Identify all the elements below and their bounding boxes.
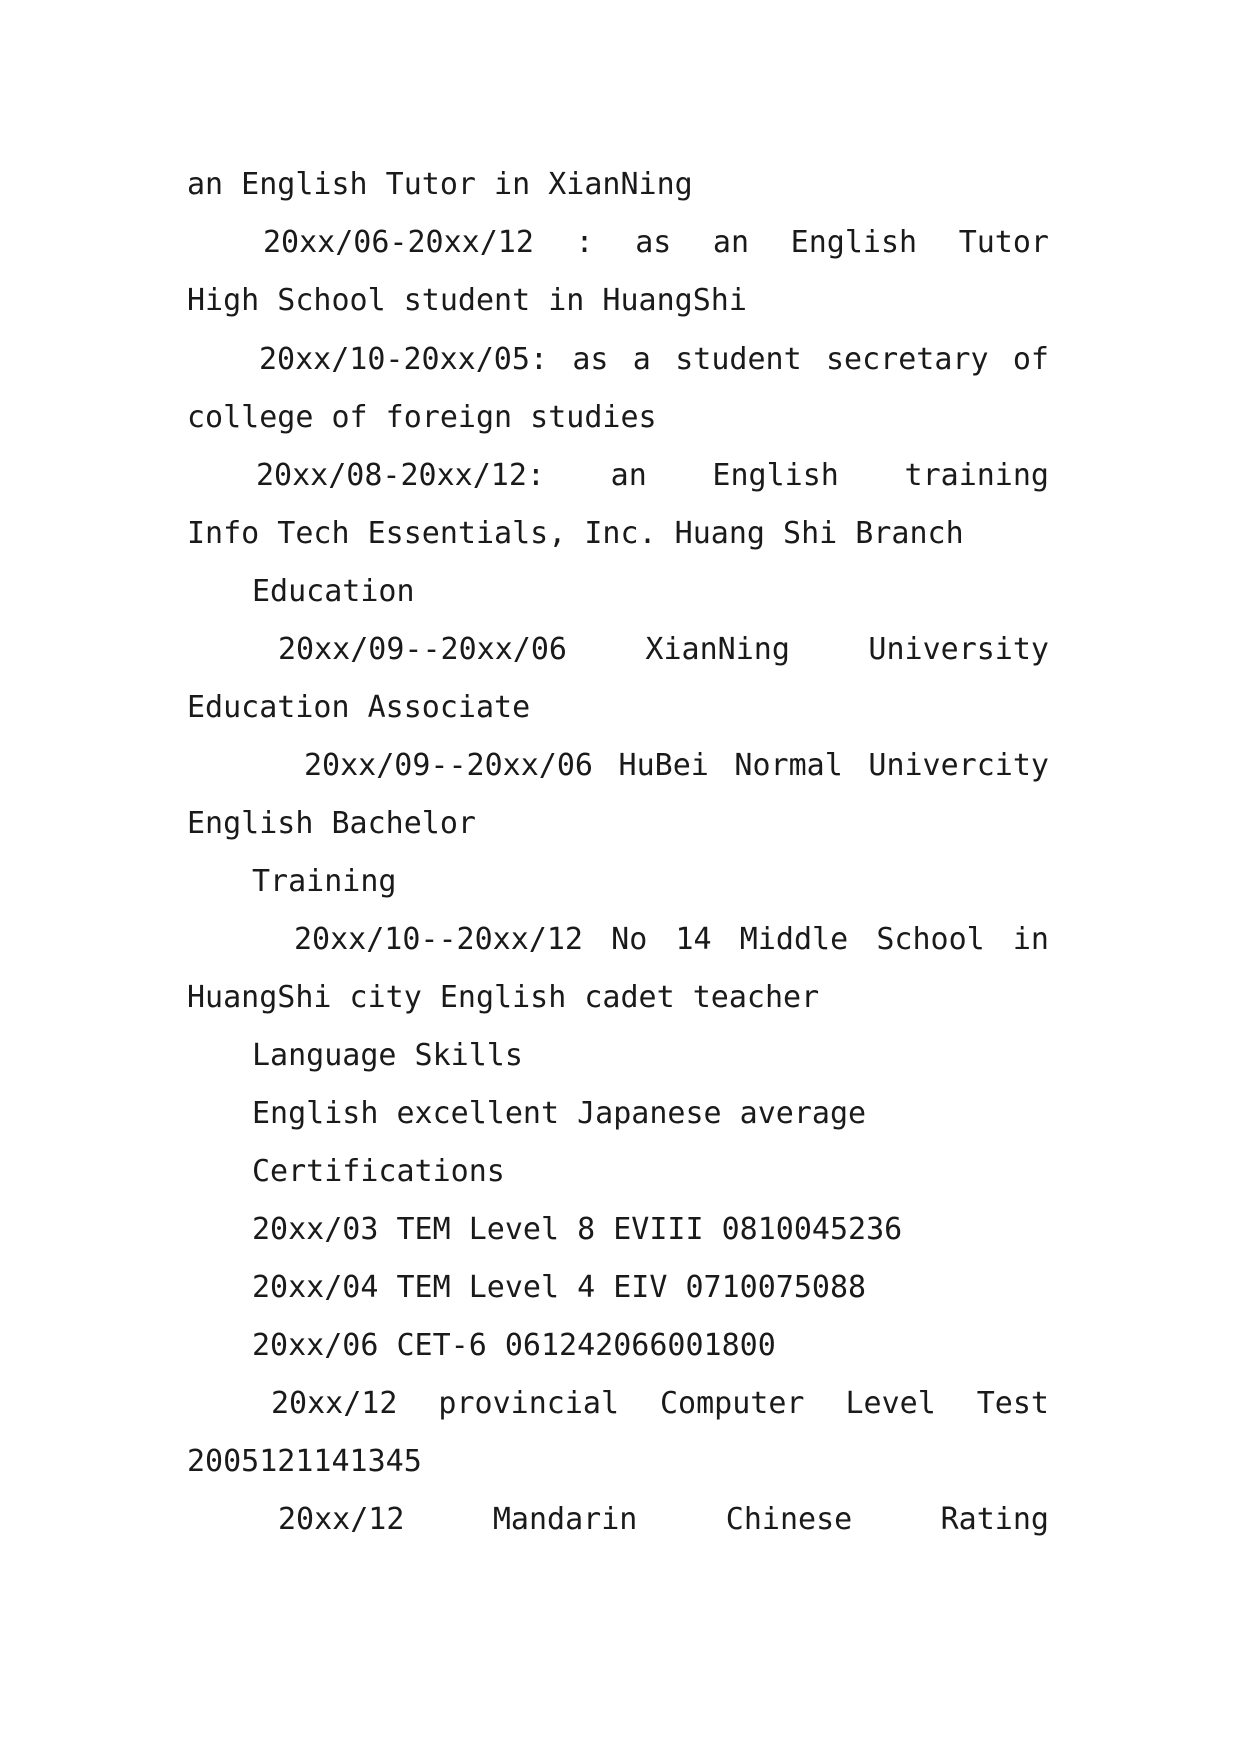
text-line: English excellent Japanese average <box>252 1096 867 1131</box>
text-line: 20xx/04 TEM Level 4 EIV 0710075088 <box>252 1270 867 1305</box>
text-line: 20xx/06 CET-6 061242066001800 <box>252 1328 776 1363</box>
text-line: HuangShi city English cadet teacher <box>187 980 820 1015</box>
text-line: English Bachelor <box>187 806 476 841</box>
text-line: 20xx/12 Mandarin Chinese Rating <box>278 1502 1049 1537</box>
text-line: 20xx/09--20xx/06 HuBei Normal Univercity <box>304 748 1049 783</box>
text-line: 2005121141345 <box>187 1444 422 1479</box>
text-line: Info Tech Essentials, Inc. Huang Shi Branch <box>187 516 964 551</box>
text-line: an English Tutor in XianNing <box>187 167 693 202</box>
text-line: 20xx/06-20xx/12 : as an English Tutor <box>263 225 1049 260</box>
text-line: 20xx/10--20xx/12 No 14 Middle School in <box>294 922 1049 957</box>
section-heading: Certifications <box>252 1154 505 1189</box>
text-line: 20xx/10-20xx/05: as a student secretary of <box>259 342 1049 377</box>
text-line: Education Associate <box>187 690 531 725</box>
section-heading: Education <box>252 574 415 609</box>
section-heading: Training <box>252 864 397 899</box>
text-line: 20xx/08-20xx/12: an English training <box>256 458 1049 493</box>
text-line: 20xx/03 TEM Level 8 EVIII 0810045236 <box>252 1212 903 1247</box>
text-line: college of foreign studies <box>187 400 657 435</box>
section-heading: Language Skills <box>252 1038 523 1073</box>
text-line: High School student in HuangShi <box>187 283 747 318</box>
text-line: 20xx/12 provincial Computer Level Test <box>271 1386 1049 1421</box>
text-line: 20xx/09--20xx/06 XianNing University <box>278 632 1049 667</box>
